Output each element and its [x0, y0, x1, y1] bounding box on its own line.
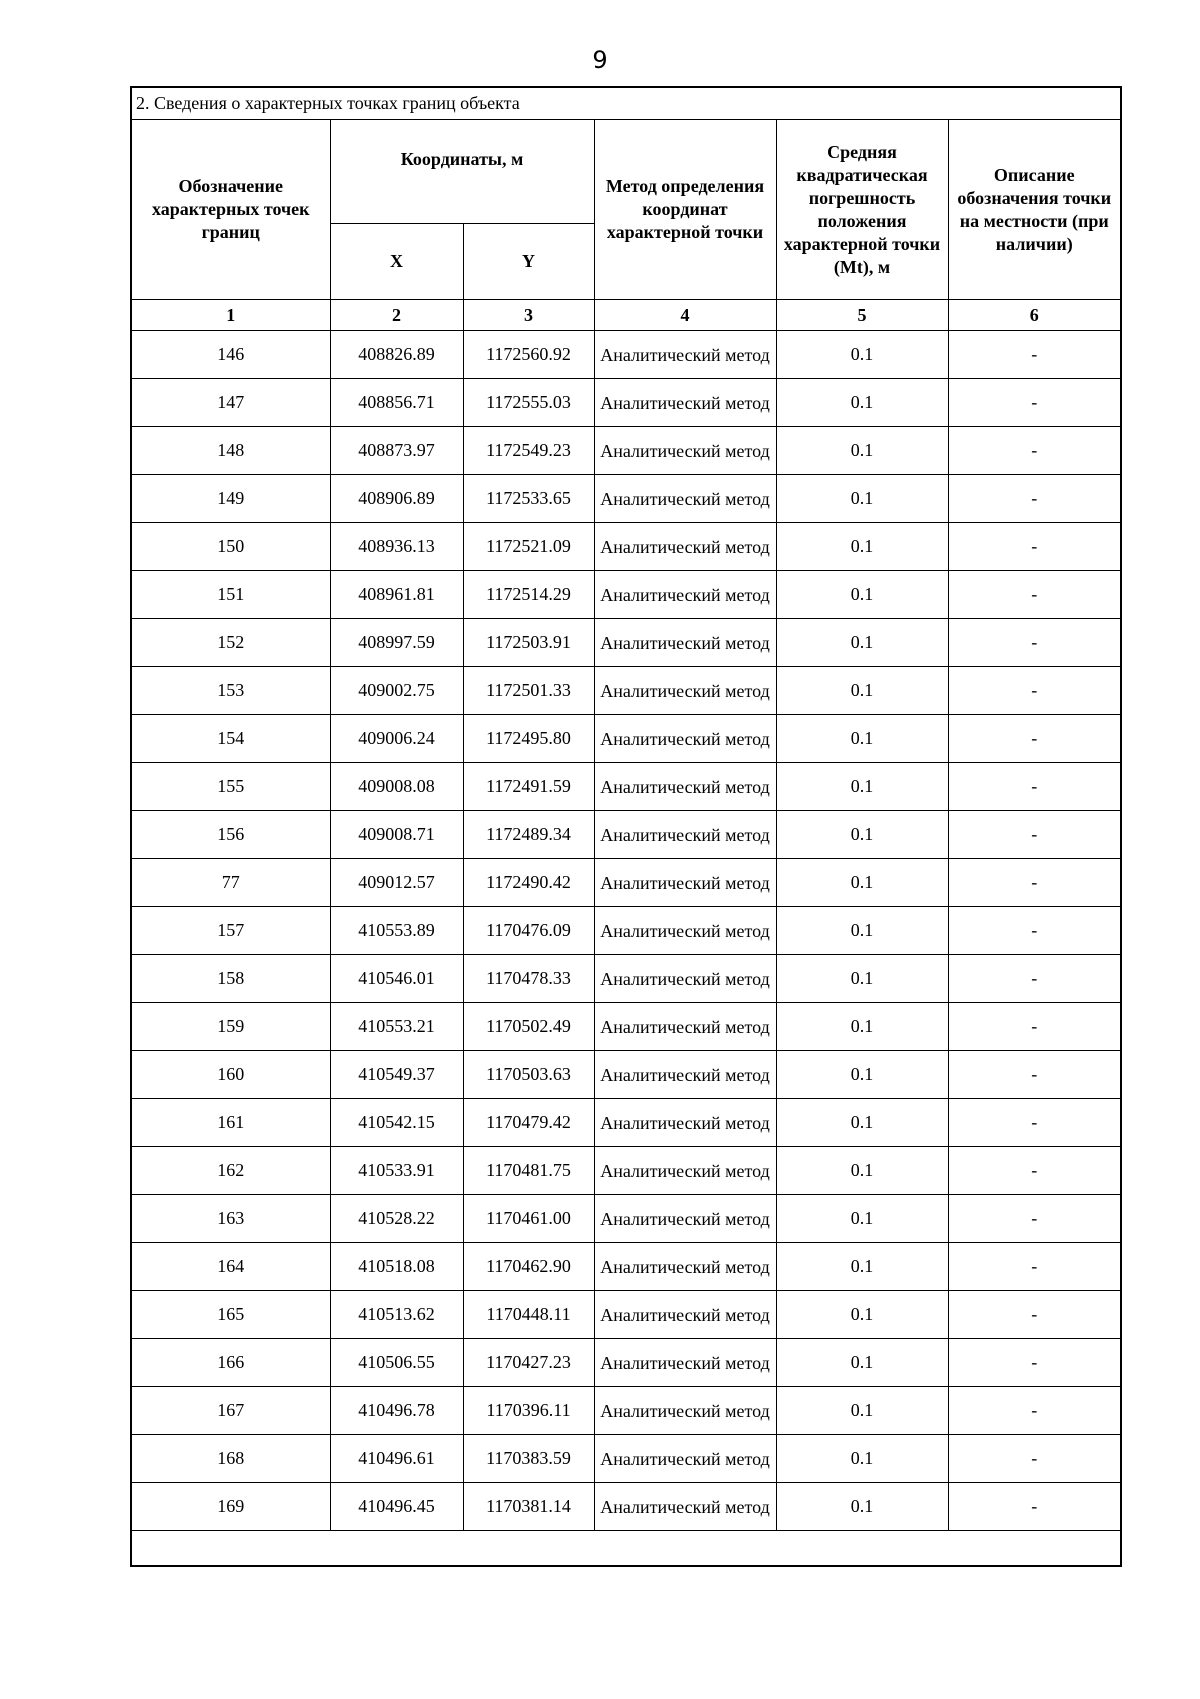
cell-description: - — [948, 1483, 1121, 1531]
cell-y-coordinate: 1172503.91 — [463, 619, 594, 667]
cell-method: Аналитический метод — [594, 1099, 776, 1147]
cell-point-number: 159 — [131, 1003, 330, 1051]
cell-method: Аналитический метод — [594, 1483, 776, 1531]
table-row — [131, 1435, 1121, 1483]
cell-mean-error: 0.1 — [776, 667, 948, 715]
cell-mean-error: 0.1 — [776, 427, 948, 475]
cell-point-number: 161 — [131, 1099, 330, 1147]
cell-y-coordinate: 1172501.33 — [463, 667, 594, 715]
cell-point-number: 160 — [131, 1051, 330, 1099]
cell-method: Аналитический метод — [594, 1243, 776, 1291]
cell-method: Аналитический метод — [594, 1195, 776, 1243]
cell-method: Аналитический метод — [594, 1387, 776, 1435]
table-row — [131, 1339, 1121, 1387]
cell-mean-error: 0.1 — [776, 1339, 948, 1387]
cell-y-coordinate: 1170461.00 — [463, 1195, 594, 1243]
header-y: Y — [463, 224, 594, 300]
cell-y-coordinate: 1170381.14 — [463, 1483, 594, 1531]
table-row — [131, 1051, 1121, 1099]
boundary-points-table — [130, 86, 1122, 1567]
header-mean-error: Средняя квадратическая погрешность положения характерной точки (Mt), м — [776, 120, 948, 300]
cell-y-coordinate: 1170503.63 — [463, 1051, 594, 1099]
cell-mean-error: 0.1 — [776, 763, 948, 811]
cell-point-number: 146 — [131, 331, 330, 379]
cell-description: - — [948, 571, 1121, 619]
cell-description: - — [948, 1339, 1121, 1387]
column-number: 3 — [463, 300, 594, 331]
cell-x-coordinate: 408997.59 — [330, 619, 463, 667]
cell-y-coordinate: 1170479.42 — [463, 1099, 594, 1147]
cell-description: - — [948, 1003, 1121, 1051]
table-row — [131, 715, 1121, 763]
cell-x-coordinate: 410546.01 — [330, 955, 463, 1003]
cell-method: Аналитический метод — [594, 1051, 776, 1099]
cell-method: Аналитический метод — [594, 955, 776, 1003]
table-row — [131, 571, 1121, 619]
cell-description: - — [948, 1435, 1121, 1483]
cell-description: - — [948, 667, 1121, 715]
cell-x-coordinate: 410542.15 — [330, 1099, 463, 1147]
cell-mean-error: 0.1 — [776, 619, 948, 667]
cell-description: - — [948, 811, 1121, 859]
cell-description: - — [948, 1291, 1121, 1339]
cell-mean-error: 0.1 — [776, 907, 948, 955]
cell-mean-error: 0.1 — [776, 1195, 948, 1243]
cell-mean-error: 0.1 — [776, 715, 948, 763]
table-row — [131, 1099, 1121, 1147]
table-row — [131, 907, 1121, 955]
cell-x-coordinate: 408906.89 — [330, 475, 463, 523]
cell-point-number: 154 — [131, 715, 330, 763]
cell-y-coordinate: 1172521.09 — [463, 523, 594, 571]
table-body — [131, 331, 1121, 1531]
cell-method: Аналитический метод — [594, 1339, 776, 1387]
table-row — [131, 427, 1121, 475]
cell-method: Аналитический метод — [594, 331, 776, 379]
cell-method: Аналитический метод — [594, 715, 776, 763]
cell-method: Аналитический метод — [594, 763, 776, 811]
cell-method: Аналитический метод — [594, 1003, 776, 1051]
empty-cell — [131, 1531, 1121, 1567]
cell-mean-error: 0.1 — [776, 1291, 948, 1339]
table-row — [131, 1147, 1121, 1195]
table-row — [131, 1003, 1121, 1051]
cell-point-number: 155 — [131, 763, 330, 811]
cell-mean-error: 0.1 — [776, 1147, 948, 1195]
cell-method: Аналитический метод — [594, 1147, 776, 1195]
cell-y-coordinate: 1170481.75 — [463, 1147, 594, 1195]
cell-point-number: 166 — [131, 1339, 330, 1387]
column-number: 4 — [594, 300, 776, 331]
cell-y-coordinate: 1170383.59 — [463, 1435, 594, 1483]
cell-x-coordinate: 410553.21 — [330, 1003, 463, 1051]
cell-method: Аналитический метод — [594, 475, 776, 523]
cell-mean-error: 0.1 — [776, 571, 948, 619]
cell-description: - — [948, 475, 1121, 523]
cell-point-number: 153 — [131, 667, 330, 715]
header-x: X — [330, 224, 463, 300]
column-number: 2 — [330, 300, 463, 331]
cell-x-coordinate: 410553.89 — [330, 907, 463, 955]
cell-description: - — [948, 1099, 1121, 1147]
cell-description: - — [948, 379, 1121, 427]
cell-point-number: 151 — [131, 571, 330, 619]
cell-mean-error: 0.1 — [776, 1483, 948, 1531]
cell-method: Аналитический метод — [594, 667, 776, 715]
cell-point-number: 163 — [131, 1195, 330, 1243]
cell-mean-error: 0.1 — [776, 955, 948, 1003]
cell-point-number: 162 — [131, 1147, 330, 1195]
page-number: 9 — [592, 46, 608, 74]
cell-y-coordinate: 1172490.42 — [463, 859, 594, 907]
cell-point-number: 77 — [131, 859, 330, 907]
cell-point-number: 150 — [131, 523, 330, 571]
table-row — [131, 763, 1121, 811]
cell-point-number: 158 — [131, 955, 330, 1003]
cell-x-coordinate: 408961.81 — [330, 571, 463, 619]
cell-x-coordinate: 410496.45 — [330, 1483, 463, 1531]
cell-point-number: 167 — [131, 1387, 330, 1435]
cell-x-coordinate: 410518.08 — [330, 1243, 463, 1291]
cell-x-coordinate: 409006.24 — [330, 715, 463, 763]
cell-mean-error: 0.1 — [776, 1243, 948, 1291]
table-row — [131, 667, 1121, 715]
table-row — [131, 379, 1121, 427]
cell-description: - — [948, 1243, 1121, 1291]
cell-method: Аналитический метод — [594, 1435, 776, 1483]
cell-method: Аналитический метод — [594, 571, 776, 619]
cell-mean-error: 0.1 — [776, 1435, 948, 1483]
cell-point-number: 148 — [131, 427, 330, 475]
table-row — [131, 1243, 1121, 1291]
cell-description: - — [948, 619, 1121, 667]
cell-description: - — [948, 859, 1121, 907]
cell-mean-error: 0.1 — [776, 523, 948, 571]
cell-x-coordinate: 408873.97 — [330, 427, 463, 475]
cell-y-coordinate: 1170462.90 — [463, 1243, 594, 1291]
cell-description: - — [948, 523, 1121, 571]
cell-x-coordinate: 410496.61 — [330, 1435, 463, 1483]
cell-point-number: 157 — [131, 907, 330, 955]
cell-x-coordinate: 410528.22 — [330, 1195, 463, 1243]
cell-point-number: 147 — [131, 379, 330, 427]
header-description: Описание обозначения точки на местности (при наличии) — [948, 120, 1121, 300]
cell-y-coordinate: 1170502.49 — [463, 1003, 594, 1051]
cell-description: - — [948, 1147, 1121, 1195]
cell-y-coordinate: 1172489.34 — [463, 811, 594, 859]
cell-description: - — [948, 1195, 1121, 1243]
cell-mean-error: 0.1 — [776, 859, 948, 907]
cell-point-number: 156 — [131, 811, 330, 859]
cell-x-coordinate: 410513.62 — [330, 1291, 463, 1339]
table-row — [131, 859, 1121, 907]
cell-point-number: 165 — [131, 1291, 330, 1339]
header-method: Метод определения координат характерной точки — [594, 120, 776, 300]
cell-point-number: 164 — [131, 1243, 330, 1291]
cell-y-coordinate: 1172514.29 — [463, 571, 594, 619]
header-coordinates: Координаты, м — [330, 120, 594, 224]
cell-mean-error: 0.1 — [776, 331, 948, 379]
cell-point-number: 149 — [131, 475, 330, 523]
cell-y-coordinate: 1170396.11 — [463, 1387, 594, 1435]
cell-x-coordinate: 410533.91 — [330, 1147, 463, 1195]
cell-x-coordinate: 408936.13 — [330, 523, 463, 571]
cell-x-coordinate: 409008.08 — [330, 763, 463, 811]
cell-x-coordinate: 409002.75 — [330, 667, 463, 715]
table-row — [131, 475, 1121, 523]
cell-y-coordinate: 1172549.23 — [463, 427, 594, 475]
table-row — [131, 619, 1121, 667]
cell-x-coordinate: 409012.57 — [330, 859, 463, 907]
cell-x-coordinate: 410549.37 — [330, 1051, 463, 1099]
cell-method: Аналитический метод — [594, 907, 776, 955]
cell-description: - — [948, 955, 1121, 1003]
section-title: 2. Сведения о характерных точках границ объекта — [131, 87, 1121, 120]
table-row — [131, 955, 1121, 1003]
empty-footer-row — [131, 1531, 1121, 1567]
header-point-designation: Обозначение характерных точек границ — [131, 120, 330, 300]
cell-method: Аналитический метод — [594, 859, 776, 907]
cell-mean-error: 0.1 — [776, 475, 948, 523]
cell-description: - — [948, 331, 1121, 379]
cell-y-coordinate: 1172533.65 — [463, 475, 594, 523]
cell-point-number: 152 — [131, 619, 330, 667]
column-number: 6 — [948, 300, 1121, 331]
column-number: 5 — [776, 300, 948, 331]
cell-method: Аналитический метод — [594, 427, 776, 475]
cell-mean-error: 0.1 — [776, 379, 948, 427]
cell-y-coordinate: 1172560.92 — [463, 331, 594, 379]
cell-y-coordinate: 1170448.11 — [463, 1291, 594, 1339]
cell-x-coordinate: 408856.71 — [330, 379, 463, 427]
cell-x-coordinate: 409008.71 — [330, 811, 463, 859]
cell-point-number: 169 — [131, 1483, 330, 1531]
cell-y-coordinate: 1172555.03 — [463, 379, 594, 427]
cell-x-coordinate: 408826.89 — [330, 331, 463, 379]
table-row — [131, 1387, 1121, 1435]
cell-description: - — [948, 715, 1121, 763]
table-row — [131, 523, 1121, 571]
cell-method: Аналитический метод — [594, 619, 776, 667]
cell-point-number: 168 — [131, 1435, 330, 1483]
cell-mean-error: 0.1 — [776, 811, 948, 859]
column-number: 1 — [131, 300, 330, 331]
cell-mean-error: 0.1 — [776, 1051, 948, 1099]
cell-method: Аналитический метод — [594, 1291, 776, 1339]
cell-y-coordinate: 1172495.80 — [463, 715, 594, 763]
cell-method: Аналитический метод — [594, 523, 776, 571]
cell-description: - — [948, 763, 1121, 811]
cell-method: Аналитический метод — [594, 811, 776, 859]
cell-method: Аналитический метод — [594, 379, 776, 427]
cell-y-coordinate: 1170476.09 — [463, 907, 594, 955]
table-row — [131, 331, 1121, 379]
table-row — [131, 1291, 1121, 1339]
cell-description: - — [948, 1387, 1121, 1435]
cell-description: - — [948, 427, 1121, 475]
cell-mean-error: 0.1 — [776, 1387, 948, 1435]
cell-y-coordinate: 1172491.59 — [463, 763, 594, 811]
cell-description: - — [948, 907, 1121, 955]
cell-mean-error: 0.1 — [776, 1099, 948, 1147]
cell-mean-error: 0.1 — [776, 1003, 948, 1051]
cell-y-coordinate: 1170427.23 — [463, 1339, 594, 1387]
cell-x-coordinate: 410506.55 — [330, 1339, 463, 1387]
cell-x-coordinate: 410496.78 — [330, 1387, 463, 1435]
cell-y-coordinate: 1170478.33 — [463, 955, 594, 1003]
table-row — [131, 1195, 1121, 1243]
cell-description: - — [948, 1051, 1121, 1099]
table-row — [131, 811, 1121, 859]
table-row — [131, 1483, 1121, 1531]
